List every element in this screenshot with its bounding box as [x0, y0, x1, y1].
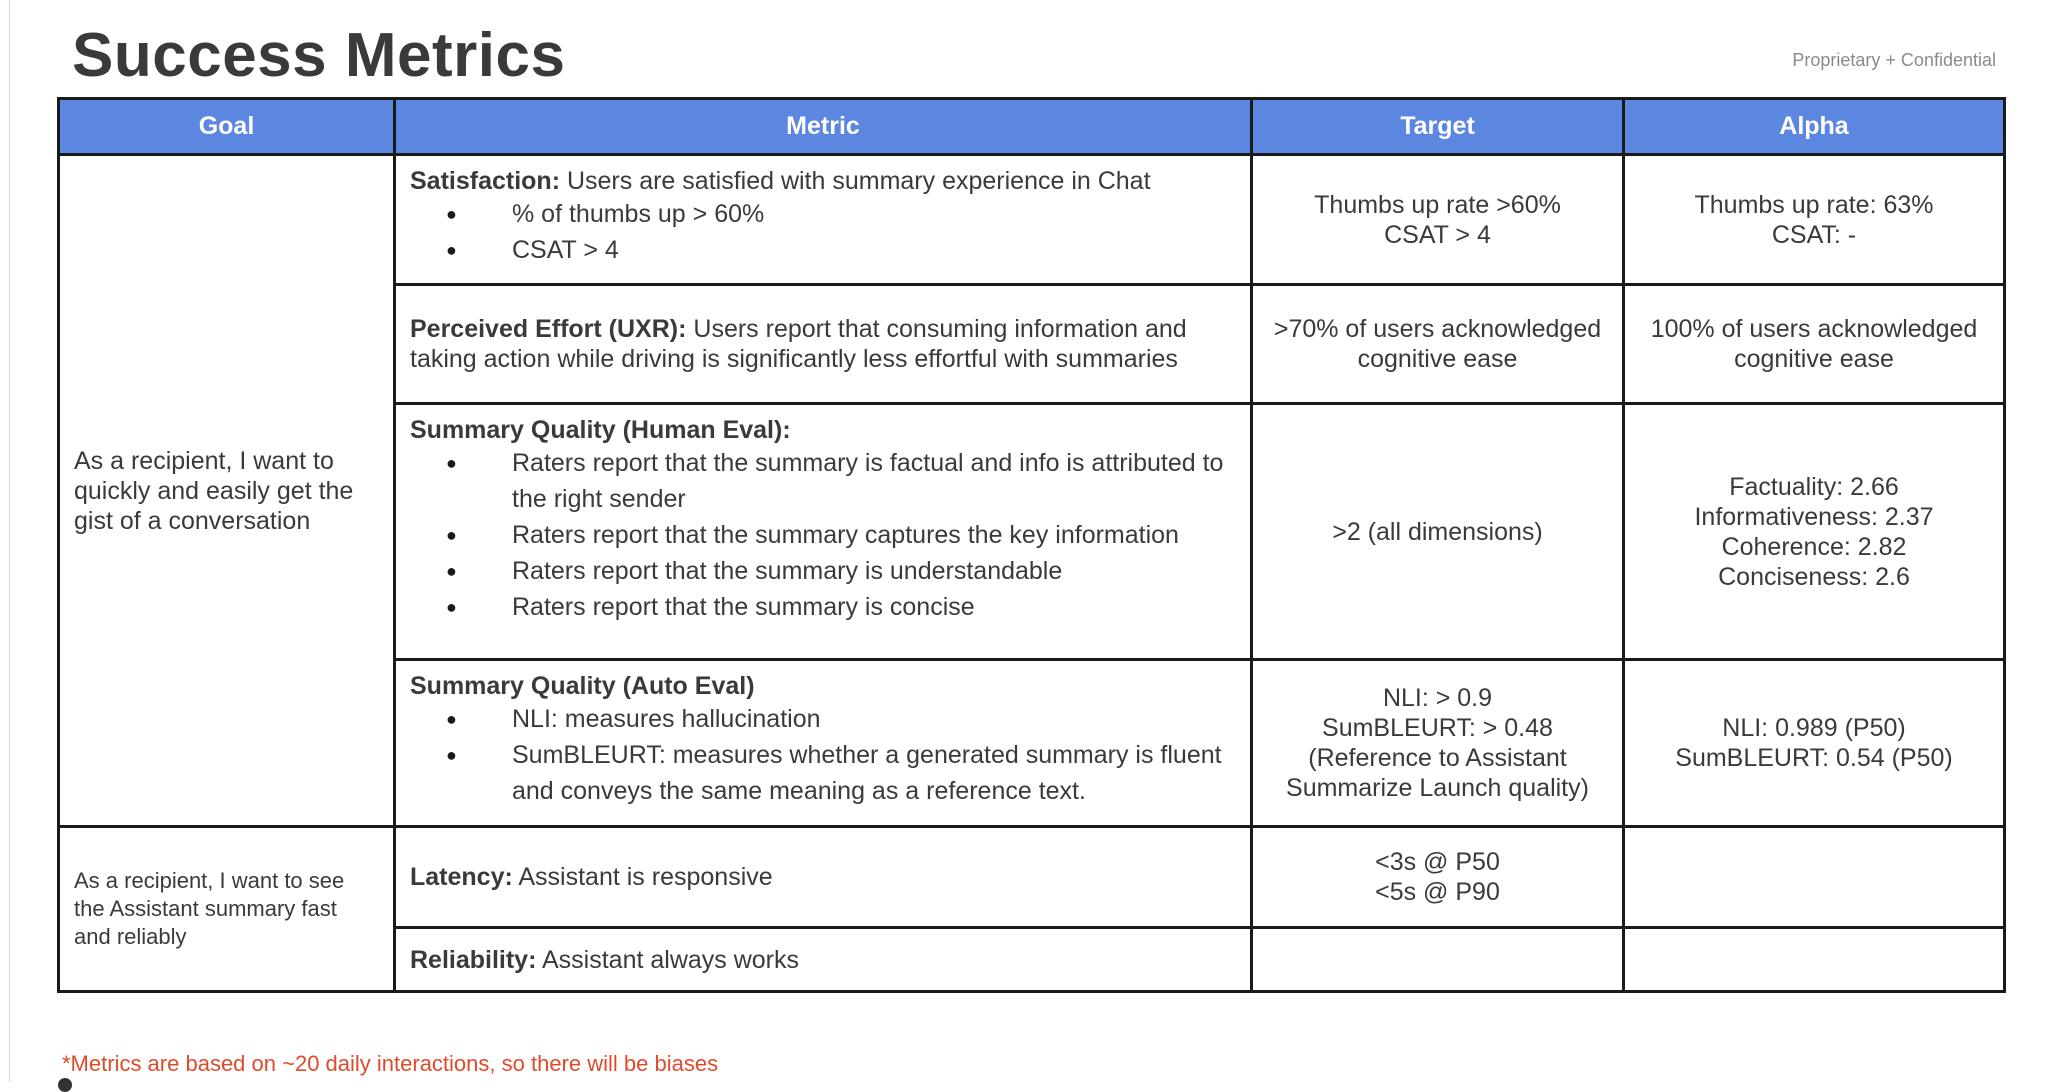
- bullet-item: ● Raters report that the summary captures the key information: [410, 517, 1236, 553]
- target-line: CSAT > 4: [1384, 220, 1491, 249]
- alpha-line: Conciseness: 2.6: [1718, 562, 1910, 591]
- metric-bullets: [410, 701, 1236, 809]
- header-metric: Metric: [395, 99, 1252, 155]
- metric-cell-reliability: [395, 928, 1252, 992]
- bullet-item: ● CSAT > 4: [410, 232, 1236, 268]
- alpha-line: Factuality: 2.66: [1729, 472, 1899, 501]
- target-line: <3s @ P50: [1375, 848, 1500, 876]
- alpha-cell-reliability: [1624, 928, 2005, 992]
- alpha-line: CSAT: -: [1771, 220, 1857, 249]
- target-line: Summarize Launch quality): [1286, 774, 1589, 802]
- target-line: NLI: > 0.9: [1382, 684, 1493, 712]
- bullet-item: ● Raters report that the summary is factual and info is attributed to the right sender: [410, 445, 1236, 517]
- metric-label: Summary Quality (Auto Eval): [410, 672, 755, 700]
- metric-bullets: [410, 196, 1236, 268]
- metric-cell-human-eval: [395, 404, 1252, 660]
- target-cell-latency: [1252, 827, 1624, 928]
- goal-cell-fast-reliable: As a recipient, I want to see the Assistant summary fast and reliably: [59, 827, 395, 992]
- table-header-row: [59, 99, 2005, 155]
- metric-bullets: [410, 445, 1236, 625]
- target-line: <5s @ P90: [1375, 878, 1500, 906]
- bullet-item: ● SumBLEURT: measures whether a generated summary is fluent and conveys the same meaning as a reference text.: [410, 737, 1236, 809]
- bullet-item: ● % of thumbs up > 60%: [410, 196, 1236, 232]
- metric-description: Users report that consuming information and taking action while driving is significantly less effortful with summaries: [410, 315, 1187, 373]
- metric-cell-latency: [395, 827, 1252, 928]
- alpha-line: Coherence: 2.82: [1721, 532, 1907, 561]
- metric-cell-satisfaction: [395, 155, 1252, 285]
- metric-label: Satisfaction:: [410, 167, 561, 195]
- target-cell-auto-eval: [1252, 660, 1624, 827]
- metric-cell-auto-eval: [395, 660, 1252, 827]
- table-row-satisfaction: [59, 155, 2005, 285]
- target-line: Thumbs up rate >60%: [1314, 190, 1561, 219]
- metric-label: Reliability:: [410, 945, 537, 974]
- target-line: SumBLEURT: > 0.48: [1322, 714, 1553, 742]
- bullet-item: ● Raters report that the summary is understandable: [410, 553, 1236, 589]
- confidential-label: Proprietary + Confidential: [1792, 50, 1996, 70]
- alpha-cell-latency: [1624, 827, 2005, 928]
- footnote: *Metrics are based on ~20 daily interactions, so there will be biases: [62, 1051, 719, 1076]
- goal-cell-gist: As a recipient, I want to quickly and easily get the gist of a conversation: [59, 155, 395, 827]
- metric-description: Assistant is responsive: [512, 863, 773, 891]
- alpha-cell-perceived-effort: 100% of users acknowledged cognitive ease: [1624, 285, 2005, 404]
- alpha-line: Informativeness: 2.37: [1694, 502, 1934, 531]
- bullet-item: ● NLI: measures hallucination: [410, 701, 1236, 737]
- alpha-line: SumBLEURT: 0.54 (P50): [1675, 744, 1953, 772]
- metric-description: Assistant always works: [536, 945, 800, 974]
- header-target: Target: [1252, 99, 1624, 155]
- metric-label: Perceived Effort (UXR):: [410, 315, 687, 343]
- target-cell-human-eval: >2 (all dimensions): [1252, 404, 1624, 660]
- metric-label: Latency:: [410, 863, 513, 891]
- target-cell-reliability: [1252, 928, 1624, 992]
- metric-cell-perceived-effort: [395, 285, 1252, 404]
- page-title: Success Metrics: [72, 21, 566, 90]
- target-cell-perceived-effort: >70% of users acknowledged cognitive ease: [1252, 285, 1624, 404]
- metric-description: Users are satisfied with summary experience in Chat: [560, 167, 1151, 195]
- header-alpha: Alpha: [1624, 99, 2005, 155]
- alpha-line: Thumbs up rate: 63%: [1694, 190, 1934, 219]
- header-goal: Goal: [59, 99, 395, 155]
- target-line: (Reference to Assistant: [1308, 744, 1567, 772]
- target-cell-satisfaction: [1252, 155, 1624, 285]
- success-metrics-table: [57, 97, 2006, 993]
- alpha-cell-satisfaction: [1624, 155, 2005, 285]
- table-row-latency: [59, 827, 2005, 928]
- page-indicator-dot: [58, 1078, 72, 1092]
- alpha-cell-auto-eval: [1624, 660, 2005, 827]
- alpha-line: NLI: 0.989 (P50): [1722, 714, 1906, 742]
- bullet-item: ● Raters report that the summary is concise: [410, 589, 1236, 625]
- left-page-edge: [9, 0, 10, 1082]
- metric-label: Summary Quality (Human Eval):: [410, 416, 791, 444]
- alpha-cell-human-eval: [1624, 404, 2005, 660]
